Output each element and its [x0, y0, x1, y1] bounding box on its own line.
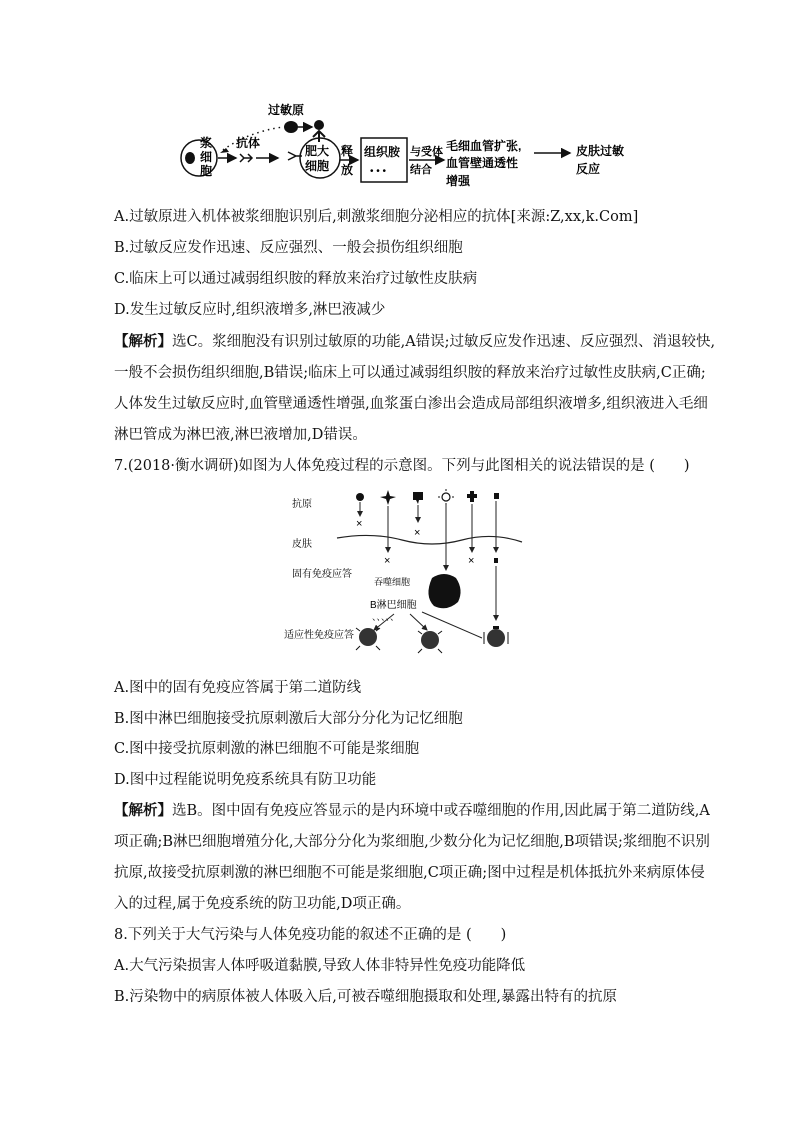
- q7-analysis-line-4: 入的过程,属于免疫系统的防卫功能,D项正确。: [114, 896, 411, 912]
- antigen-label: 抗原: [292, 499, 312, 510]
- effect-line-2: 血管壁通透性: [446, 156, 519, 170]
- antigen-circle-icon: [356, 493, 364, 501]
- innate-response-label: 固有免疫应答: [292, 569, 352, 580]
- allergen-particle: [284, 121, 298, 133]
- antibody-label: 抗体: [236, 136, 261, 150]
- antigen-square-icon: [494, 493, 499, 499]
- q8-option-b: B.污染物中的病原体被人体吸入后,可被吞噬细胞摄取和处理,暴露出特有的抗原: [114, 989, 617, 1005]
- lymphocyte-cell-bound: [487, 629, 505, 647]
- immune-process-diagram: [282, 480, 536, 660]
- q6-analysis-text-1: 选C。浆细胞没有识别过敏原的功能,A错误;过敏反应发作迅速、反应强烈、消退较快,: [172, 334, 716, 350]
- histamine-label: 组织胺: [364, 145, 401, 159]
- phagocyte-label: 吞噬细胞: [374, 577, 411, 587]
- plasma-cell-nucleus: [185, 152, 195, 164]
- receptor-line-1: 与受体: [410, 146, 443, 158]
- antigen-star-icon: [380, 490, 396, 505]
- q7-option-a: A.图中的固有免疫应答属于第二道防线: [114, 680, 362, 696]
- effect-line-1: 毛细血管扩张,: [446, 139, 522, 153]
- block-mark: ×: [356, 518, 363, 530]
- antigen-flag-icon: [413, 492, 423, 504]
- q7-option-d: D.图中过程能说明免疫系统具有防卫功能: [114, 772, 377, 788]
- receptor-line-2: 结合: [410, 164, 432, 176]
- q6-analysis-line-3: 人体发生过敏反应时,血管壁通透性增强,血浆蛋白渗出会造成局部组织液增多,组织液进入毛细: [114, 396, 708, 412]
- allergy-mechanism-diagram: [178, 100, 638, 192]
- q7-option-c: C.图中接受抗原刺激的淋巴细胞不可能是浆细胞: [114, 741, 420, 757]
- q6-option-a: A.过敏原进入机体被浆细胞识别后,刺激浆细胞分泌相应的抗体[来源:Z,xx,k.Com]: [114, 209, 639, 225]
- adaptive-response-label: 适应性免疫应答: [284, 630, 354, 641]
- lymphocyte-cell: [359, 628, 377, 646]
- antigen-sun-icon: [442, 493, 450, 501]
- result-line-1: 皮肤过敏: [576, 144, 625, 158]
- antigen-small-square: [494, 558, 498, 563]
- skin-line: [337, 535, 522, 544]
- release-char-1: 释: [341, 144, 354, 158]
- plasma-cell-char-3: 胞: [200, 164, 213, 178]
- q8-option-a: A.大气污染损害人体呼吸道黏膜,导致人体非特异性免疫功能降低: [114, 958, 526, 974]
- q8-stem: 8.下列关于大气污染与人体免疫功能的叙述不正确的是 ( ): [114, 927, 507, 943]
- q6-option-b: B.过敏反应发作迅速、反应强烈、一般会损伤组织细胞: [114, 240, 463, 256]
- ellipsis-mark: 、、、、、: [372, 612, 400, 622]
- allergen-label: 过敏原: [268, 103, 305, 117]
- q7-analysis-line-3: 抗原,故接受抗原刺激的淋巴细胞不可能是浆细胞,C项正确;图中过程是机体抵抗外来病原体侵: [114, 865, 705, 881]
- phagocyte-cell: [428, 574, 460, 608]
- skin-label: 皮肤: [292, 539, 312, 550]
- block-mark: ×: [468, 555, 475, 567]
- q7-analysis-line-1: [114, 802, 710, 820]
- analysis-tag: 【解析】: [114, 333, 172, 350]
- mast-cell-line-2: 细胞: [305, 159, 330, 173]
- plasma-cell-char-1: 浆: [200, 136, 213, 150]
- lymphocyte-cell: [421, 631, 439, 649]
- q6-option-d: D.发生过敏反应时,组织液增多,淋巴液减少: [114, 302, 386, 318]
- block-mark: ×: [384, 555, 391, 567]
- result-line-2: 反应: [576, 162, 601, 176]
- histamine-dots: • • •: [370, 166, 387, 177]
- q6-analysis-line-1: [114, 333, 715, 351]
- release-char-2: 放: [341, 163, 354, 177]
- analysis-tag: 【解析】: [114, 802, 172, 819]
- q6-analysis-line-2: 一般不会损伤组织细胞,B错误;临床上可以通过减弱组织胺的释放来治疗过敏性皮肤病,C正确;: [114, 365, 706, 381]
- q7-analysis-text-1: 选B。图中固有免疫应答显示的是内环境中或吞噬细胞的作用,因此属于第二道防线,A: [172, 803, 710, 819]
- antibody-y-icon: [313, 131, 325, 142]
- q6-analysis-line-4: 淋巴管成为淋巴液,淋巴液增加,D错误。: [114, 427, 367, 443]
- q7-stem: 7.(2018·衡水调研)如图为人体免疫过程的示意图。下列与此图相关的说法错误的是 ( ): [114, 458, 690, 474]
- effect-line-3: 增强: [446, 174, 471, 188]
- q7-option-b: B.图中淋巴细胞接受抗原刺激后大部分分化为记忆细胞: [114, 711, 463, 727]
- allergen-particle-bound: [314, 120, 324, 130]
- b-lymphocyte-label: B淋巴细胞: [370, 600, 417, 611]
- q7-analysis-line-2: 项正确;B淋巴细胞增殖分化,大部分分化为浆细胞,少数分化为记忆细胞,B项错误;浆细胞不识别: [114, 834, 710, 850]
- antibody-icon: [240, 154, 252, 162]
- mast-cell-line-1: 肥大: [305, 144, 330, 158]
- block-mark: ×: [414, 527, 421, 539]
- q6-option-c: C.临床上可以通过减弱组织胺的释放来治疗过敏性皮肤病: [114, 271, 478, 287]
- plasma-cell-char-2: 细: [200, 150, 213, 164]
- antigen-cross-icon: [467, 491, 477, 502]
